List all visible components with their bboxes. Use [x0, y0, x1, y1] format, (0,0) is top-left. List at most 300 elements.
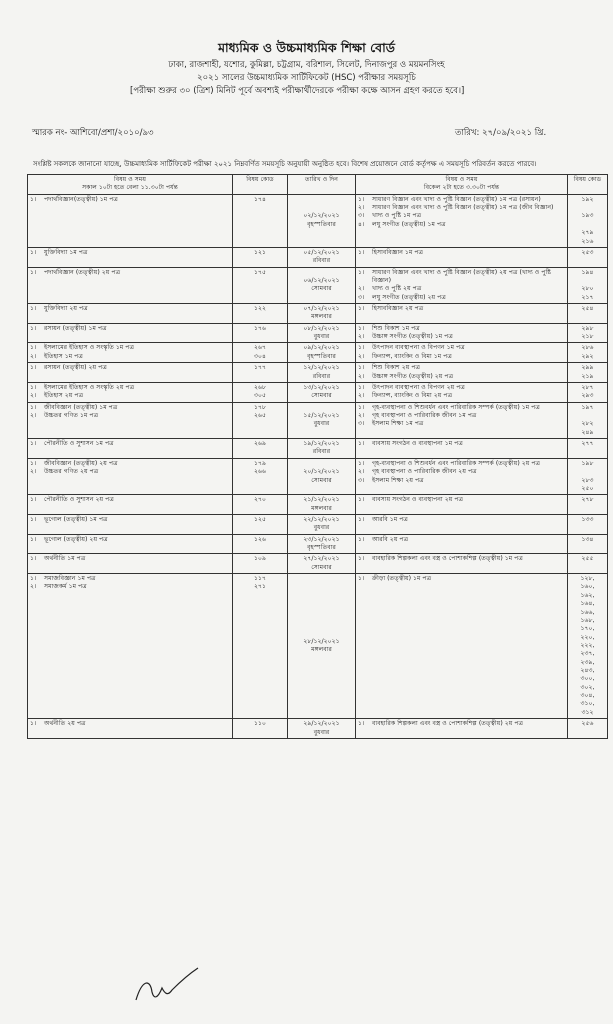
- subject-code: ২৭৮: [581, 496, 594, 504]
- subject-name: ভূগোল (তত্ত্বীয়) ২য় পত্র: [44, 535, 108, 543]
- subject-code: ১৭৭: [253, 364, 267, 372]
- subject-code: ২৬৮: [253, 383, 267, 391]
- afternoon-subjects: [356, 458, 568, 494]
- morning-codes: [233, 458, 288, 494]
- serial: ১।: [30, 440, 37, 448]
- subject-line: [358, 392, 565, 400]
- exam-date-day: [288, 439, 356, 459]
- subject-code: ২৭০: [253, 496, 267, 504]
- subject-name: ব্যবসায় সংগঠন ও ব্যবস্থাপনা ১ম পত্র: [372, 440, 463, 448]
- serial: ১।: [30, 324, 37, 332]
- table-row: [28, 304, 608, 324]
- serial: ১।: [30, 575, 37, 583]
- exam-day: বুধবার: [313, 420, 330, 428]
- subject-code: ২৯২: [581, 352, 594, 360]
- subject-name: জীববিজ্ঞান (তত্ত্বীয়) ১ম পত্র: [44, 403, 118, 411]
- subject-name: রসায়ন (তত্ত্বীয়) ২য় পত্র: [44, 364, 107, 372]
- subject-code: ২৪৩,: [580, 667, 595, 675]
- exam-day: মঙ্গলবার: [311, 313, 332, 321]
- morning-codes: [233, 402, 288, 438]
- subject-code: ১৬৪,: [580, 600, 595, 608]
- serial: ১।: [358, 383, 365, 391]
- exam-date: ১৩/১২/২০২১: [303, 383, 340, 391]
- exam-date: ২৮/১২/২০২১: [303, 637, 340, 645]
- exam-day: রবিবার: [312, 448, 331, 456]
- subject-code: ২৭৭: [581, 440, 594, 448]
- morning-subjects: [28, 194, 233, 247]
- subject-name: পদার্থবিজ্ঞান (তত্ত্বীয়) ২য় পত্র: [44, 268, 121, 276]
- subject-name: সমাজকর্ম ১ম পত্র: [44, 583, 87, 591]
- subject-line: [30, 575, 230, 583]
- subject-code: ১২৫: [253, 515, 267, 523]
- subject-line: [358, 333, 565, 341]
- serial: ২।: [358, 372, 365, 380]
- table-row: [28, 402, 608, 438]
- subject-code: ১৯২: [581, 195, 594, 203]
- subject-code: ১৭৪: [253, 195, 267, 203]
- serial: ১।: [358, 720, 365, 728]
- serial: ১।: [358, 248, 365, 256]
- table-row: [28, 574, 608, 719]
- subject-code: ২৮৩: [581, 476, 594, 484]
- serial: ৩।: [358, 212, 365, 220]
- serial: ২।: [30, 583, 37, 591]
- subject-line: [358, 496, 565, 504]
- subject-line: [30, 440, 230, 448]
- subject-code: ৩১২: [581, 708, 594, 716]
- table-row: [28, 363, 608, 383]
- subject-name: যুক্তিবিদ্যা ২য় পত্র: [44, 305, 88, 313]
- subject-name: গৃহ ব্যবস্থাপনা ও পারিবারিক জীবন ১ম পত্র: [372, 411, 477, 419]
- afternoon-codes: [568, 363, 608, 383]
- serial: ২।: [358, 285, 365, 293]
- subject-code: ২৮৬: [581, 344, 594, 352]
- afternoon-codes: [568, 574, 608, 719]
- serial: ১।: [30, 248, 37, 256]
- subject-line: [358, 285, 565, 293]
- subject-code: ২৬৯: [253, 440, 267, 448]
- serial: ১।: [30, 305, 37, 313]
- exam-date-day: [288, 554, 356, 574]
- exam-date-day: [288, 363, 356, 383]
- subject-code: [570, 468, 605, 476]
- exam-schedule-table: [27, 174, 608, 739]
- subject-code: [570, 277, 605, 285]
- afternoon-subjects: [356, 267, 568, 303]
- subject-name: ফিন্যান্স, ব্যাংকিং ও বিমা ১ম পত্র: [372, 352, 452, 360]
- subject-code: ২২০,: [580, 633, 595, 641]
- morning-subjects: [28, 439, 233, 459]
- subject-name: ফিন্যান্স, ব্যাংকিং ও বিমা ২য় পত্র: [372, 392, 453, 400]
- subject-line: [358, 212, 565, 220]
- morning-codes: [233, 343, 288, 363]
- subject-name: সাধারণ বিজ্ঞান এবং খাদ্য ও পুষ্টি বিজ্ঞান (তত্ত্বীয়) ১ম পত্র (জীব বিজ্ঞান): [372, 204, 554, 212]
- subject-line: [358, 412, 565, 420]
- serial: ১।: [30, 459, 37, 467]
- subject-code: ২২২,: [580, 641, 595, 649]
- subject-code: ৩০৫: [253, 392, 267, 400]
- afternoon-subjects: [356, 363, 568, 383]
- subject-line: [358, 384, 565, 392]
- subject-code: ১৬৬,: [580, 608, 595, 616]
- subject-name: খাদ্য ও পুষ্টি ২য় পত্র: [372, 285, 422, 293]
- table-row: [28, 495, 608, 515]
- exam-date-day: [288, 194, 356, 247]
- subject-code: ১৩৩: [581, 515, 594, 523]
- afternoon-codes: [568, 495, 608, 515]
- subject-name: ব্যবহারিক শিল্পকলা এবং বস্ত্র ও পোশাকশিল্প (তত্ত্বীয়) ১ম পত্র: [372, 555, 523, 563]
- subject-line: [358, 420, 565, 428]
- subject-code: ১৭৫: [253, 268, 267, 276]
- subject-code: ২৫৬: [581, 720, 594, 728]
- subject-line: [358, 460, 565, 468]
- exam-date: ১৯/১২/২০২১: [303, 440, 340, 448]
- subject-line: [358, 364, 565, 372]
- subject-name: পৌরনীতি ও সুশাসন ২য় পত্র: [44, 496, 114, 504]
- memo-number: স্মারক নং- আশিবো/প্রশা/২০১০/৯৩: [32, 128, 154, 138]
- subject-code: ৩০৪: [253, 352, 267, 360]
- subject-name: ইসলামের ইতিহাস ও সংস্কৃতি ২য় পত্র: [44, 383, 135, 391]
- exam-date-day: [288, 247, 356, 267]
- exam-day: বুধবার: [313, 333, 330, 341]
- morning-codes: [233, 439, 288, 459]
- subject-name: ব্যবহারিক শিল্পকলা এবং বস্ত্র ও পোশাকশিল্প (তত্ত্বীয়) ২য় পত্র: [372, 720, 524, 728]
- serial: ৩।: [358, 293, 365, 301]
- subject-code: ৩০২,: [580, 683, 595, 691]
- subject-name: ইতিহাস ২য় পত্র: [44, 392, 84, 400]
- afternoon-subjects: [356, 719, 568, 739]
- subject-name: লঘু সংগীত (তত্ত্বীয়) ১ম পত্র: [372, 220, 446, 228]
- afternoon-subjects: [356, 439, 568, 459]
- subject-line: [30, 412, 230, 420]
- subject-line: [358, 204, 565, 212]
- exam-day: বুধবার: [313, 728, 330, 736]
- subject-name: উৎপাদন ব্যবস্থাপনা ও বিপণন ১ম পত্র: [372, 344, 465, 352]
- table-row: [28, 247, 608, 267]
- subject-name: আরবি ২য় পত্র: [372, 535, 409, 543]
- morning-subjects: [28, 719, 233, 739]
- signature: [132, 960, 202, 1010]
- morning-subjects: [28, 323, 233, 343]
- morning-subjects: [28, 554, 233, 574]
- subject-code: ২৫৪: [581, 305, 594, 313]
- subject-line: [30, 196, 230, 204]
- serial: ১।: [30, 344, 37, 352]
- serial: ২।: [30, 411, 37, 419]
- exam-date-day: [288, 382, 356, 402]
- subject-line: [358, 325, 565, 333]
- afternoon-subjects: [356, 554, 568, 574]
- morning-codes: [233, 495, 288, 515]
- subject-code: ২১৬: [581, 237, 594, 245]
- morning-subjects: [28, 574, 233, 719]
- exam-date: ১২/১২/২০২১: [303, 364, 340, 372]
- morning-codes: [233, 554, 288, 574]
- exam-day: সোমবার: [311, 476, 332, 484]
- subject-code: ১৬৮,: [580, 616, 595, 624]
- morning-subjects: [28, 267, 233, 303]
- morning-codes: [233, 247, 288, 267]
- serial: ১।: [30, 195, 37, 203]
- serial: ১।: [358, 324, 365, 332]
- subject-name: পৌরনীতি ও সুশাসন ১ম পত্র: [44, 440, 114, 448]
- subject-code: ২৪৯: [581, 428, 594, 436]
- exam-date-day: [288, 495, 356, 515]
- board-list: ঢাকা, রাজশাহী, যশোর, কুমিল্লা, চট্টগ্রাম, বরিশাল, সিলেট, দিনাজপুর ও ময়মনসিংহ: [168, 60, 445, 70]
- subject-name: লঘু সংগীত (তত্ত্বীয়) ২য় পত্র: [372, 293, 446, 301]
- subject-name: সাধারণ বিজ্ঞান এবং খাদ্য ও পুষ্টি বিজ্ঞান (তত্ত্বীয়) ১ম পত্র (রসায়ন): [372, 195, 541, 203]
- subject-line: [30, 720, 230, 728]
- header-afternoon: বিষয় ও সময় বিকেল ২টা হতে ৩.৩০টা পর্যন্ত: [356, 175, 568, 195]
- serial: ১।: [30, 364, 37, 372]
- subject-code: ১২৮,: [580, 575, 595, 583]
- subject-line: [358, 196, 565, 204]
- afternoon-subjects: [356, 574, 568, 719]
- subject-line: [30, 269, 230, 277]
- exam-day: বৃহস্পতিবার: [307, 220, 336, 228]
- subject-code: ১৯৮: [581, 459, 594, 467]
- subject-code: ১৭০,: [580, 625, 595, 633]
- serial: ১।: [358, 364, 365, 372]
- subject-line: [30, 392, 230, 400]
- subject-code: ২৮২: [581, 420, 594, 428]
- exam-date: ২৩/১২/২০২১: [303, 535, 340, 543]
- subject-name: উৎপাদন ব্যবস্থাপনা ও বিপণন ২য় পত্র: [372, 383, 465, 391]
- afternoon-codes: [568, 382, 608, 402]
- subject-line: [358, 353, 565, 361]
- subject-code: ২৫৩: [581, 248, 594, 256]
- subject-code: ১৭৯: [253, 459, 267, 467]
- subject-name: ক্রীড়া (তত্ত্বীয়) ১ম পত্র: [372, 575, 432, 583]
- exam-date: ০৫/১২/২০২১: [303, 248, 340, 256]
- afternoon-codes: [568, 534, 608, 554]
- table-row: [28, 458, 608, 494]
- afternoon-codes: [568, 554, 608, 574]
- subject-name: জীববিজ্ঞান (তত্ত্বীয়) ২য় পত্র: [44, 459, 118, 467]
- serial: ১।: [358, 496, 365, 504]
- serial: ১।: [30, 383, 37, 391]
- serial: ৪।: [358, 220, 365, 228]
- subject-code: ২৫০: [581, 484, 594, 492]
- subject-line: [358, 249, 565, 257]
- table-row: [28, 382, 608, 402]
- exam-date-day: [288, 402, 356, 438]
- exam-date: ২২/১২/২০২১: [303, 515, 340, 523]
- header-date-day: তারিখ ও দিন: [288, 175, 356, 195]
- serial: ২।: [358, 352, 365, 360]
- exam-date: ০৭/১২/২০২১: [303, 305, 340, 313]
- subject-name: ইসলাম শিক্ষা ২য় পত্র: [372, 476, 424, 484]
- subject-line: [30, 460, 230, 468]
- subject-name: শিশু বিকাশ ২য় পত্র: [372, 364, 421, 372]
- subject-name: পদার্থবিজ্ঞান(তত্ত্বীয়) ১ম পত্র: [44, 195, 118, 203]
- table-row: [28, 554, 608, 574]
- subject-line: [358, 269, 565, 286]
- afternoon-subjects: [356, 194, 568, 247]
- exam-day: মঙ্গলবার: [311, 504, 332, 512]
- subject-code: ১৭৬: [253, 324, 267, 332]
- serial: ১।: [358, 555, 365, 563]
- subject-code: [570, 221, 605, 229]
- serial: ১।: [358, 575, 365, 583]
- subject-name: গৃহ-ব্যবস্থাপনা ও শিশুবর্ধন এবং পারিবারিক সম্পর্ক (তত্ত্বীয়) ২য় পত্র: [372, 459, 541, 467]
- notice-text: সংশ্লিষ্ট সকলকে জানানো যাচ্ছে, উচ্চমাধ্যমিক সার্টিফিকেট পরীক্ষা ২০২১ নিম্নবর্ণিত সময়সূচি অনুযায়ী অনুষ্ঠিত হবে। বিশেষ প্রয়োজনে বোর্ড কর্তৃপক্ষ এ সময়সূচি পরিবর্তন করতে পারবে।: [33, 160, 537, 168]
- issue-date: তারিখ: ২৭/০৯/২০২১ খ্রি.: [455, 128, 547, 138]
- subject-name: উচ্চতর গণিত ২য় পত্র: [44, 468, 99, 476]
- subject-line: [30, 305, 230, 313]
- table-row: [28, 719, 608, 739]
- serial: ১।: [358, 459, 365, 467]
- exam-title: ২০২১ সালের উচ্চমাধ্যমিক সার্টিফিকেট (HSC) পরীক্ষার সময়সূচি: [197, 73, 416, 83]
- exam-date: ০৯/১২/২০২১: [303, 344, 340, 352]
- morning-codes: [233, 719, 288, 739]
- header-code-2: বিষয় কোড: [568, 175, 608, 195]
- afternoon-codes: [568, 439, 608, 459]
- subject-line: [358, 536, 565, 544]
- afternoon-subjects: [356, 323, 568, 343]
- subject-line: [358, 477, 565, 485]
- board-title: মাধ্যমিক ও উচ্চমাধ্যমিক শিক্ষা বোর্ড: [218, 40, 395, 55]
- subject-code: ১৭৮: [253, 403, 267, 411]
- subject-code: ২৮০: [581, 285, 594, 293]
- subject-line: [30, 364, 230, 372]
- exam-day: সোমবার: [311, 563, 332, 571]
- serial: ১।: [358, 403, 365, 411]
- afternoon-codes: [568, 514, 608, 534]
- afternoon-subjects: [356, 382, 568, 402]
- exam-day: বৃহস্পতিবার: [307, 352, 336, 360]
- subject-code: [570, 412, 605, 420]
- subject-line: [358, 555, 565, 563]
- exam-instruction: [পরীক্ষা শুরুর ৩০ (ত্রিশ) মিনিট পূর্বে অবশ্যই পরীক্ষার্থীদেরকে পরীক্ষা কক্ষে আসন গ্রহণ করতে হবে।]: [130, 86, 465, 96]
- morning-subjects: [28, 343, 233, 363]
- table-row: [28, 439, 608, 459]
- serial: ১।: [358, 305, 365, 313]
- afternoon-subjects: [356, 247, 568, 267]
- subject-name: হিসাববিজ্ঞান ১ম পত্র: [372, 248, 424, 256]
- subject-line: [358, 294, 565, 302]
- afternoon-subjects: [356, 514, 568, 534]
- exam-date: ১৫/১২/২০২১: [303, 411, 340, 419]
- subject-code: ৩০০,: [580, 675, 595, 683]
- subject-name: উচ্চাঙ্গ সংগীত (তত্ত্বীয়) ২য় পত্র: [372, 372, 454, 380]
- exam-day: রবিবার: [312, 372, 331, 380]
- subject-code: ২৬৫: [253, 411, 267, 419]
- table-row: [28, 534, 608, 554]
- subject-name: খাদ্য ও পুষ্টি ১ম পত্র: [372, 212, 422, 220]
- exam-day: মঙ্গলবার: [311, 646, 332, 654]
- subject-name: ইসলামের ইতিহাস ও সংস্কৃতি ১ম পত্র: [44, 344, 135, 352]
- serial: ২।: [358, 468, 365, 476]
- subject-line: [30, 344, 230, 352]
- morning-codes: [233, 323, 288, 343]
- subject-name: ইতিহাস ১ম পত্র: [44, 352, 83, 360]
- afternoon-codes: [568, 458, 608, 494]
- afternoon-codes: [568, 719, 608, 739]
- morning-subjects: [28, 247, 233, 267]
- subject-code: ২৭১: [253, 583, 267, 591]
- subject-code: ১১০: [253, 720, 267, 728]
- morning-subjects: [28, 458, 233, 494]
- exam-date: ২৭/১২/২০২১: [303, 555, 340, 563]
- subject-code: ২৬৭: [253, 344, 267, 352]
- morning-codes: [233, 363, 288, 383]
- afternoon-codes: [568, 304, 608, 324]
- morning-codes: [233, 304, 288, 324]
- exam-day: সোমবার: [311, 392, 332, 400]
- subject-name: আরবি ১ম পত্র: [372, 515, 408, 523]
- serial: ২।: [30, 468, 37, 476]
- serial: ৩।: [358, 420, 365, 428]
- morning-subjects: [28, 495, 233, 515]
- subject-line: [358, 305, 565, 313]
- subject-code: ১২৬: [253, 535, 267, 543]
- subject-name: ব্যবসায় সংগঠন ও ব্যবস্থাপনা ২য় পত্র: [372, 496, 464, 504]
- subject-line: [30, 325, 230, 333]
- serial: ১।: [358, 515, 365, 523]
- subject-code: ১৬২,: [580, 591, 595, 599]
- subject-line: [30, 468, 230, 476]
- subject-line: [358, 720, 565, 728]
- afternoon-subjects: [356, 495, 568, 515]
- serial: ১।: [30, 496, 37, 504]
- morning-subjects: [28, 534, 233, 554]
- exam-date-day: [288, 323, 356, 343]
- subject-code: ২১৭: [581, 293, 594, 301]
- header-morning: বিষয় ও সময় সকাল ১০টা হতে বেলা ১১.৩০টা পর্যন্ত: [28, 175, 233, 195]
- subject-name: গৃহ ব্যবস্থাপনা ও পারিবারিক জীবন ২য় পত্র: [372, 468, 477, 476]
- serial: ১।: [358, 195, 365, 203]
- serial: ২।: [30, 392, 37, 400]
- subject-line: [30, 583, 230, 591]
- exam-date-day: [288, 719, 356, 739]
- serial: ২।: [30, 352, 37, 360]
- exam-date-day: [288, 304, 356, 324]
- afternoon-subjects: [356, 402, 568, 438]
- header-code: বিষয় কোড: [233, 175, 288, 195]
- serial: ২।: [358, 204, 365, 212]
- table-row: [28, 194, 608, 247]
- serial: ১।: [358, 268, 365, 276]
- exam-date-day: [288, 458, 356, 494]
- subject-code: ২১৯: [581, 372, 594, 380]
- subject-name: রসায়ন (তত্ত্বীয়) ১ম পত্র: [44, 324, 107, 332]
- subject-line: [358, 373, 565, 381]
- subject-name: উচ্চাঙ্গ সংগীত (তত্ত্বীয়) ১ম পত্র: [372, 333, 453, 341]
- subject-code: ১২১: [253, 248, 267, 256]
- subject-line: [358, 575, 565, 583]
- afternoon-codes: [568, 402, 608, 438]
- exam-date: ২৯/১২/২০২১: [303, 720, 340, 728]
- subject-code: ২৭৯: [581, 229, 594, 237]
- afternoon-subjects: [356, 343, 568, 363]
- subject-line: [30, 555, 230, 563]
- exam-day: রবিবার: [312, 257, 331, 265]
- subject-code: ১২২: [253, 305, 267, 313]
- morning-codes: [233, 514, 288, 534]
- afternoon-codes: [568, 194, 608, 247]
- subject-code: ৩১০,: [580, 700, 595, 708]
- subject-line: [358, 468, 565, 476]
- exam-date-day: [288, 574, 356, 719]
- serial: ১।: [30, 555, 37, 563]
- subject-code: ২৩৭,: [580, 650, 595, 658]
- subject-line: [358, 440, 565, 448]
- serial: ১।: [30, 515, 37, 523]
- serial: ২।: [358, 392, 365, 400]
- serial: ১।: [30, 268, 37, 276]
- morning-codes: [233, 574, 288, 719]
